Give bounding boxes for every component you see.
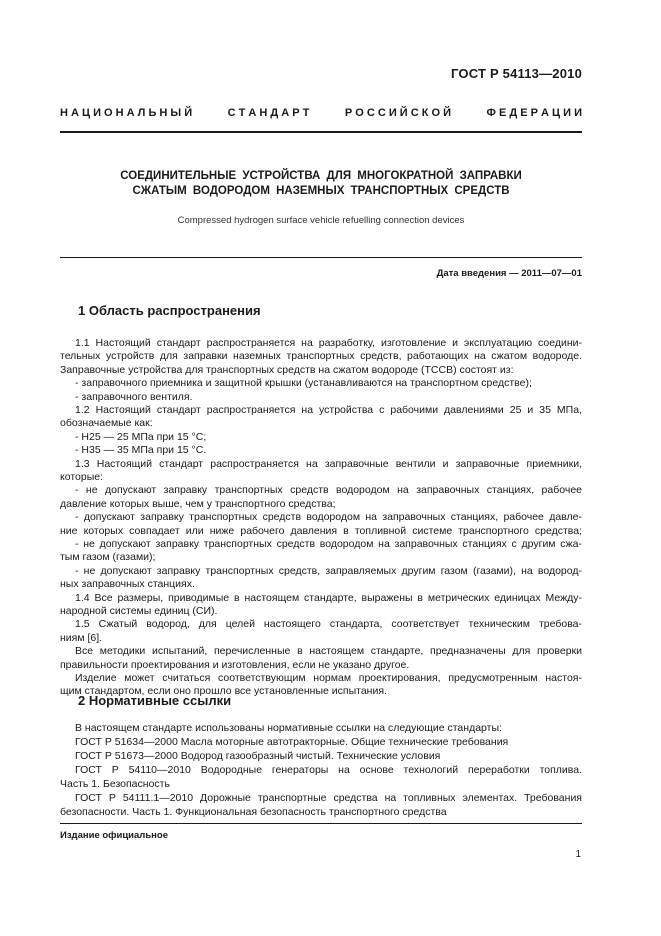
section-1-line: Изделие может считаться соответствующим нормам проектирования, предусмотренным настоя- [75,672,582,684]
banner-word: С Т А Н Д А Р Т [227,107,310,119]
banner-word: Ф Е Д Е Р А Ц И И [486,107,582,119]
section-2-heading: 2 Нормативные ссылки [78,693,232,708]
section-2-line: ГОСТ Р 54111.1—2010 Дорожные транспортные средства на топливных элементах. Требования [75,792,582,804]
section-1-line: - заправочного вентиля. [75,390,193,403]
section-1-line: 1.1 Настоящий стандарт распространяется на разработку, изготовление и эксплуатацию соедини- [75,337,582,349]
section-2-line: ГОСТ Р 51673—2000 Водород газообразный чистый. Технические условия [75,750,441,762]
section-2-line: Часть 1. Безопасность [60,778,170,790]
section-2-line: ГОСТ Р 51634—2000 Масла моторные автотракторные. Общие технические требования [75,736,509,748]
section-2-line: безопасности. Часть 1. Функциональная безопасность транспортного средства [60,806,447,818]
section-1-line: ниям [6]. [60,631,103,644]
document-title-english: Compressed hydrogen surface vehicle refuelling connection devices [177,215,465,226]
section-1-line: ных заправочных станциях. [60,578,195,591]
section-1-line: - не допускают заправку транспортных средств, заправляемых другим газом (газами), на водород- [75,564,582,577]
edition-label: Издание официальное [60,830,168,841]
section-1-line: - допускают заправку транспортных средств водородом на заправочных станциях, рабочее давле- [75,511,582,524]
banner-word: Р О С С И Й С К О Й [344,107,452,119]
effective-date: Дата введения — 2011—07—01 [436,268,582,279]
page-number: 1 [575,849,581,860]
section-2-line: В настоящем стандарте использованы нормативные ссылки на следующие стандарты: [75,722,502,734]
title-divider [60,257,582,258]
section-2-line: ГОСТ Р 54110—2010 Водородные генераторы на основе технологий переработки топлива. [75,764,582,776]
section-1-line: щим стандартом, если оно прошло все установленные испытания. [60,685,387,698]
section-1-line: 1.5 Сжатый водород, для целей настоящего стандарта, соответствует техническим требова- [75,618,582,631]
section-1-line: Все методики испытаний, перечисленные в настоящем стандарте, предназначены для проверки [75,645,582,658]
section-1-line: - H35 — 35 МПа при 15 °С. [75,444,207,457]
footer-divider [60,823,582,824]
section-1-line: давление которых выше, чем у транспортного средства; [60,497,336,510]
gost-number: ГОСТ Р 54113—2010 [451,66,582,81]
header-divider [60,131,582,133]
section-1-line: 1.2 Настоящий стандарт распространяется на устройства с рабочими давлениями 25 и 35 МПа, [75,404,582,416]
section-1-heading: 1 Область распространения [78,303,261,318]
section-1-line: которые: [60,471,103,483]
section-1-line: ние которых совпадает или ниже рабочего давления в топливной системе транспортного средства; [60,524,582,537]
section-1-line: - не допускают заправку транспортных средств водородом на заправочных станциях с другим сжа- [75,538,582,550]
section-1-line: тельных устройств для заправки наземных транспортных средств, работающих на сжатом водороде. [60,350,582,363]
section-1-line: народной системы единиц (СИ). [60,605,218,617]
document-title-line-2: СЖАТЫМ ВОДОРОДОМ НАЗЕМНЫХ ТРАНСПОРТНЫХ СРЕДСТВ [132,185,510,197]
national-standard-banner [60,107,582,119]
banner-word: Н А Ц И О Н А Л Ь Н Ы Й [60,107,193,119]
section-1-line: - H25 — 25 МПа при 15 °С; [75,430,207,443]
section-1-line: правильности проектирования и изготовления, если не указано другое. [60,658,410,671]
section-1-line: 1.3 Настоящий стандарт распространяется на заправочные вентили и заправочные приемники, [75,457,582,470]
section-1-line: обозначаемые как: [60,417,153,430]
document-title-line-1: СОЕДИНИТЕЛЬНЫЕ УСТРОЙСТВА ДЛЯ МНОГОКРАТНОЙ ЗАПРАВКИ [120,170,522,182]
section-1-line: Заправочные устройства для транспортных средств на сжатом водороде (ТССВ) состоят из: [60,363,514,376]
section-1-line: тым газом (газами); [60,551,156,564]
section-1-line: - заправочного приемника и защитной крышки (устанавливаются на транспортном средстве); [75,377,532,390]
section-1-line: 1.4 Все размеры, приводимые в настоящем стандарте, выражены в метрических единицах Между- [75,591,582,604]
section-1-line: - не допускают заправку транспортных средств водородом на заправочных станциях, рабочее [75,484,582,497]
